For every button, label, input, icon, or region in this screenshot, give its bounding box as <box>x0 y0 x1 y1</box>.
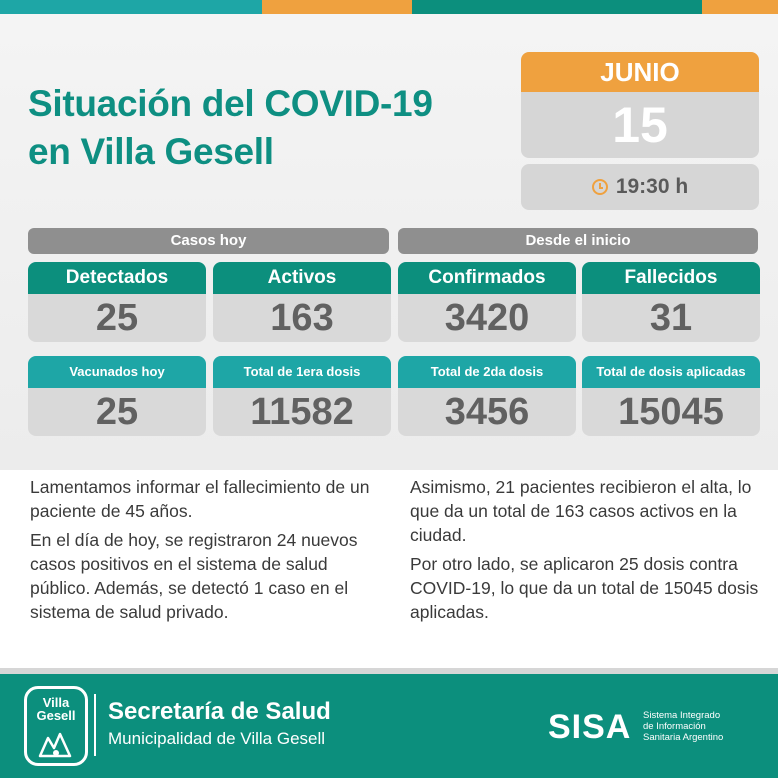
top-color-band <box>0 0 778 14</box>
stat-label: Detectados <box>28 262 206 294</box>
stat-label: Activos <box>213 262 391 294</box>
date-box <box>521 52 759 210</box>
vaccine-label: Total de 1era dosis <box>213 356 391 388</box>
vaccine-label: Total de 2da dosis <box>398 356 576 388</box>
stat-value: 163 <box>213 294 391 342</box>
paragraph: Lamentamos informar el fallecimiento de un paciente de 45 años. <box>30 477 370 521</box>
stat-value: 3420 <box>398 294 576 342</box>
month-label: JUNIO <box>521 52 759 92</box>
section-label-today: Casos hoy <box>28 228 389 254</box>
text-column-right <box>410 470 770 624</box>
text-column-left <box>30 470 390 624</box>
section-label-since-start: Desde el inicio <box>398 228 758 254</box>
footer <box>0 674 778 778</box>
stat-label: Confirmados <box>398 262 576 294</box>
vaccine-label: Total de dosis aplicadas <box>582 356 760 388</box>
vaccine-card-total-doses <box>582 356 760 436</box>
vaccine-label: Vacunados hoy <box>28 356 206 388</box>
clock-icon <box>592 179 608 195</box>
paragraph: En el día de hoy, se registraron 24 nuevos casos positivos en el sistema de salud público. Además, se detectó 1 caso en el sistema de salud privado. <box>30 530 358 622</box>
time-label <box>521 164 759 210</box>
stat-label: Fallecidos <box>582 262 760 294</box>
vaccine-value: 25 <box>28 388 206 436</box>
vaccine-value: 11582 <box>213 388 391 436</box>
vaccine-card-today <box>28 356 206 436</box>
stat-card-detectados <box>28 262 206 342</box>
footer-subtitle: Municipalidad de Villa Gesell <box>108 729 326 748</box>
stat-value: 25 <box>28 294 206 342</box>
stat-card-confirmados <box>398 262 576 342</box>
vaccine-value: 15045 <box>582 388 760 436</box>
vaccine-card-second-dose <box>398 356 576 436</box>
vaccine-card-first-dose <box>213 356 391 436</box>
day-label: 15 <box>521 92 759 158</box>
sisa-logo-icon: SISA <box>548 708 632 746</box>
title-line-2: en Villa Gesell <box>28 131 274 172</box>
villa-gesell-logo-icon: Villa Gesell <box>24 686 88 766</box>
stat-card-activos <box>213 262 391 342</box>
footer-title: Secretaría de Salud <box>108 698 331 725</box>
paragraph: Asimismo, 21 pacientes recibieron el alta, lo que da un total de 163 casos activos en la ciudad. <box>410 477 752 545</box>
page-title <box>28 80 488 176</box>
time-text: 19:30 h <box>615 175 689 198</box>
paragraph: Por otro lado, se aplicaron 25 dosis contra COVID-19, lo que da un total de 15045 dosis aplicadas. <box>410 554 759 622</box>
vaccine-value: 3456 <box>398 388 576 436</box>
stat-card-fallecidos <box>582 262 760 342</box>
sisa-description: Sistema Integrado de Información Sanitaria Argentino <box>643 710 724 743</box>
footer-vertical-divider <box>94 694 96 756</box>
text-area <box>0 470 778 668</box>
stat-value: 31 <box>582 294 760 342</box>
title-line-1: Situación del COVID-19 <box>28 83 433 124</box>
